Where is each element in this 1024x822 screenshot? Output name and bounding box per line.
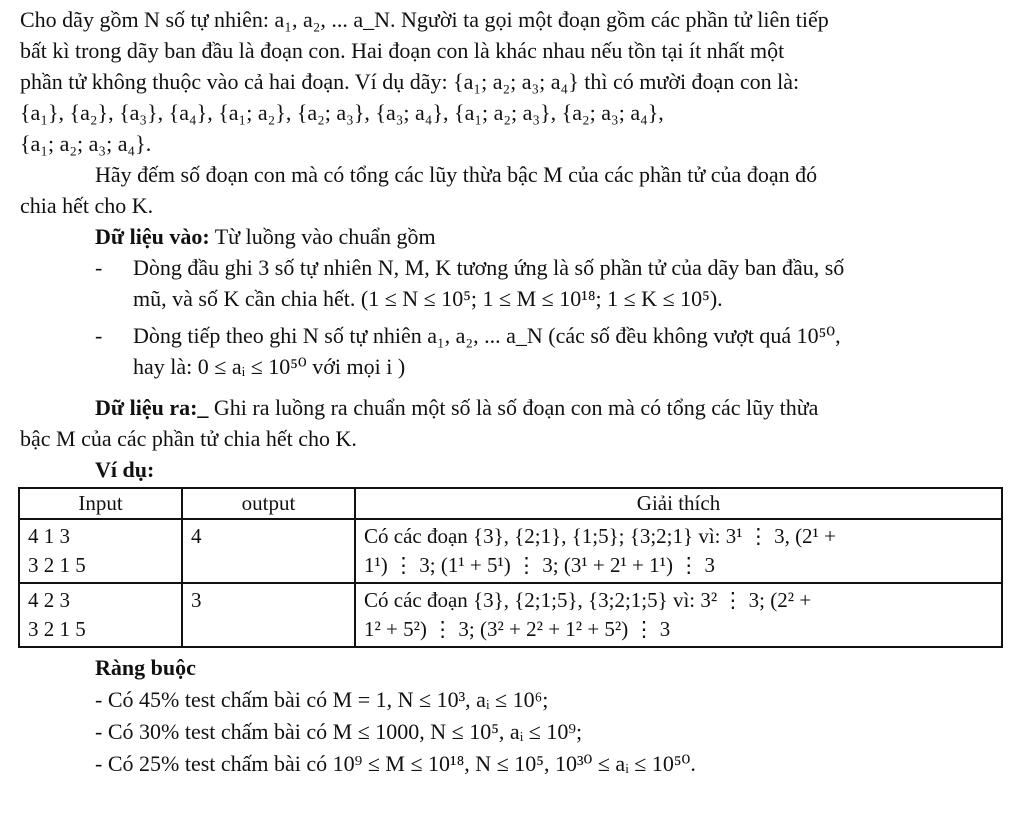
bullet-dash: -	[95, 323, 103, 348]
problem-line-2: bất kì trong dãy ban đầu là đoạn con. Hai đoạn con là khác nhau nếu tồn tại ít nhất một	[20, 38, 785, 63]
col-header-output: output	[182, 488, 355, 519]
input-line: 3 2 1 5	[28, 553, 86, 577]
cell-explain	[355, 583, 1002, 647]
explain-line: 1¹) ⋮ 3; (1¹ + 5¹) ⋮ 3; (3¹ + 2¹ + 1¹) ⋮ 3	[364, 553, 715, 577]
output-line-1: Ghi ra luồng ra chuẩn một số là số đoạn con mà có tổng các lũy thừa	[208, 395, 819, 420]
table-header-row	[19, 488, 1002, 519]
cell-input	[19, 519, 182, 583]
input-bullet-1-line-1: Dòng đầu ghi 3 số tự nhiên N, M, K tương ứng là số phần tử của dãy ban đầu, số	[133, 255, 845, 280]
constraint-3: - Có 25% test chấm bài có 10⁹ ≤ M ≤ 10¹⁸, N ≤ 10⁵, 10³⁰ ≤ aᵢ ≤ 10⁵⁰.	[95, 751, 696, 776]
example-heading: Ví dụ:	[95, 457, 155, 482]
table-row	[19, 583, 1002, 647]
explain-line: Có các đoạn {3}, {2;1;5}, {3;2;1;5} vì: 3² ⋮ 3; (2² +	[364, 588, 812, 612]
col-header-input: Input	[19, 488, 182, 519]
cell-output: 4	[182, 519, 355, 583]
input-intro: Từ luồng vào chuẩn gồm	[209, 224, 436, 249]
problem-line-5: {a₁; a₂; a₃; a₄}.	[20, 131, 152, 156]
constraints-heading: Ràng buộc	[95, 655, 196, 680]
output-line-2: bậc M của các phần tử chia hết cho K.	[20, 426, 357, 451]
cell-output: 3	[182, 583, 355, 647]
input-bullet-1-line-2: mũ, và số K cần chia hết. (1 ≤ N ≤ 10⁵; 1 ≤ M ≤ 10¹⁸; 1 ≤ K ≤ 10⁵).	[133, 286, 723, 311]
input-bullet-2-line-1: Dòng tiếp theo ghi N số tự nhiên a₁, a₂, ... a_N (các số đều không vượt quá 10⁵⁰,	[133, 323, 841, 348]
cell-input	[19, 583, 182, 647]
explain-line: Có các đoạn {3}, {2;1}, {1;5}; {3;2;1} vì: 3¹ ⋮ 3, (2¹ +	[364, 524, 836, 548]
output-heading: Dữ liệu ra:_	[95, 395, 209, 420]
input-line: 4 1 3	[28, 524, 70, 548]
input-bullet-2-line-2: hay là: 0 ≤ aᵢ ≤ 10⁵⁰ với mọi i )	[133, 354, 406, 379]
input-heading: Dữ liệu vào:	[95, 224, 210, 249]
problem-line-3: phần tử không thuộc vào cả hai đoạn. Ví dụ dãy: {a₁; a₂; a₃; a₄} thì có mười đoạn con là:	[20, 69, 800, 94]
constraint-1: - Có 45% test chấm bài có M = 1, N ≤ 10³, aᵢ ≤ 10⁶;	[95, 687, 549, 712]
explain-line: 1² + 5²) ⋮ 3; (3² + 2² + 1² + 5²) ⋮ 3	[364, 617, 671, 641]
task-line-1: Hãy đếm số đoạn con mà có tổng các lũy thừa bậc M của các phần tử của đoạn đó	[95, 162, 818, 187]
cell-explain	[355, 519, 1002, 583]
example-heading-line	[95, 454, 1005, 485]
table-row	[19, 519, 1002, 583]
bullet-dash: -	[95, 255, 103, 280]
task-line-2: chia hết cho K.	[20, 193, 154, 218]
problem-line-4: {a₁}, {a₂}, {a₃}, {a₄}, {a₁; a₂}, {a₂; a₃}, {a₃; a₄}, {a₁; a₂; a₃}, {a₂; a₃; a₄},	[20, 100, 664, 125]
input-line: 4 2 3	[28, 588, 70, 612]
output-heading-line	[95, 392, 1005, 423]
constraint-2: - Có 30% test chấm bài có M ≤ 1000, N ≤ 10⁵, aᵢ ≤ 10⁹;	[95, 719, 583, 744]
example-table	[18, 487, 1003, 648]
input-line: 3 2 1 5	[28, 617, 86, 641]
input-heading-line	[95, 221, 1005, 252]
constraints-heading-line	[95, 652, 1005, 683]
problem-line-1: Cho dãy gồm N số tự nhiên: a₁, a₂, ... a_N. Người ta gọi một đoạn gồm các phần tử liên tiếp	[20, 7, 829, 32]
col-header-explain: Giải thích	[355, 488, 1002, 519]
